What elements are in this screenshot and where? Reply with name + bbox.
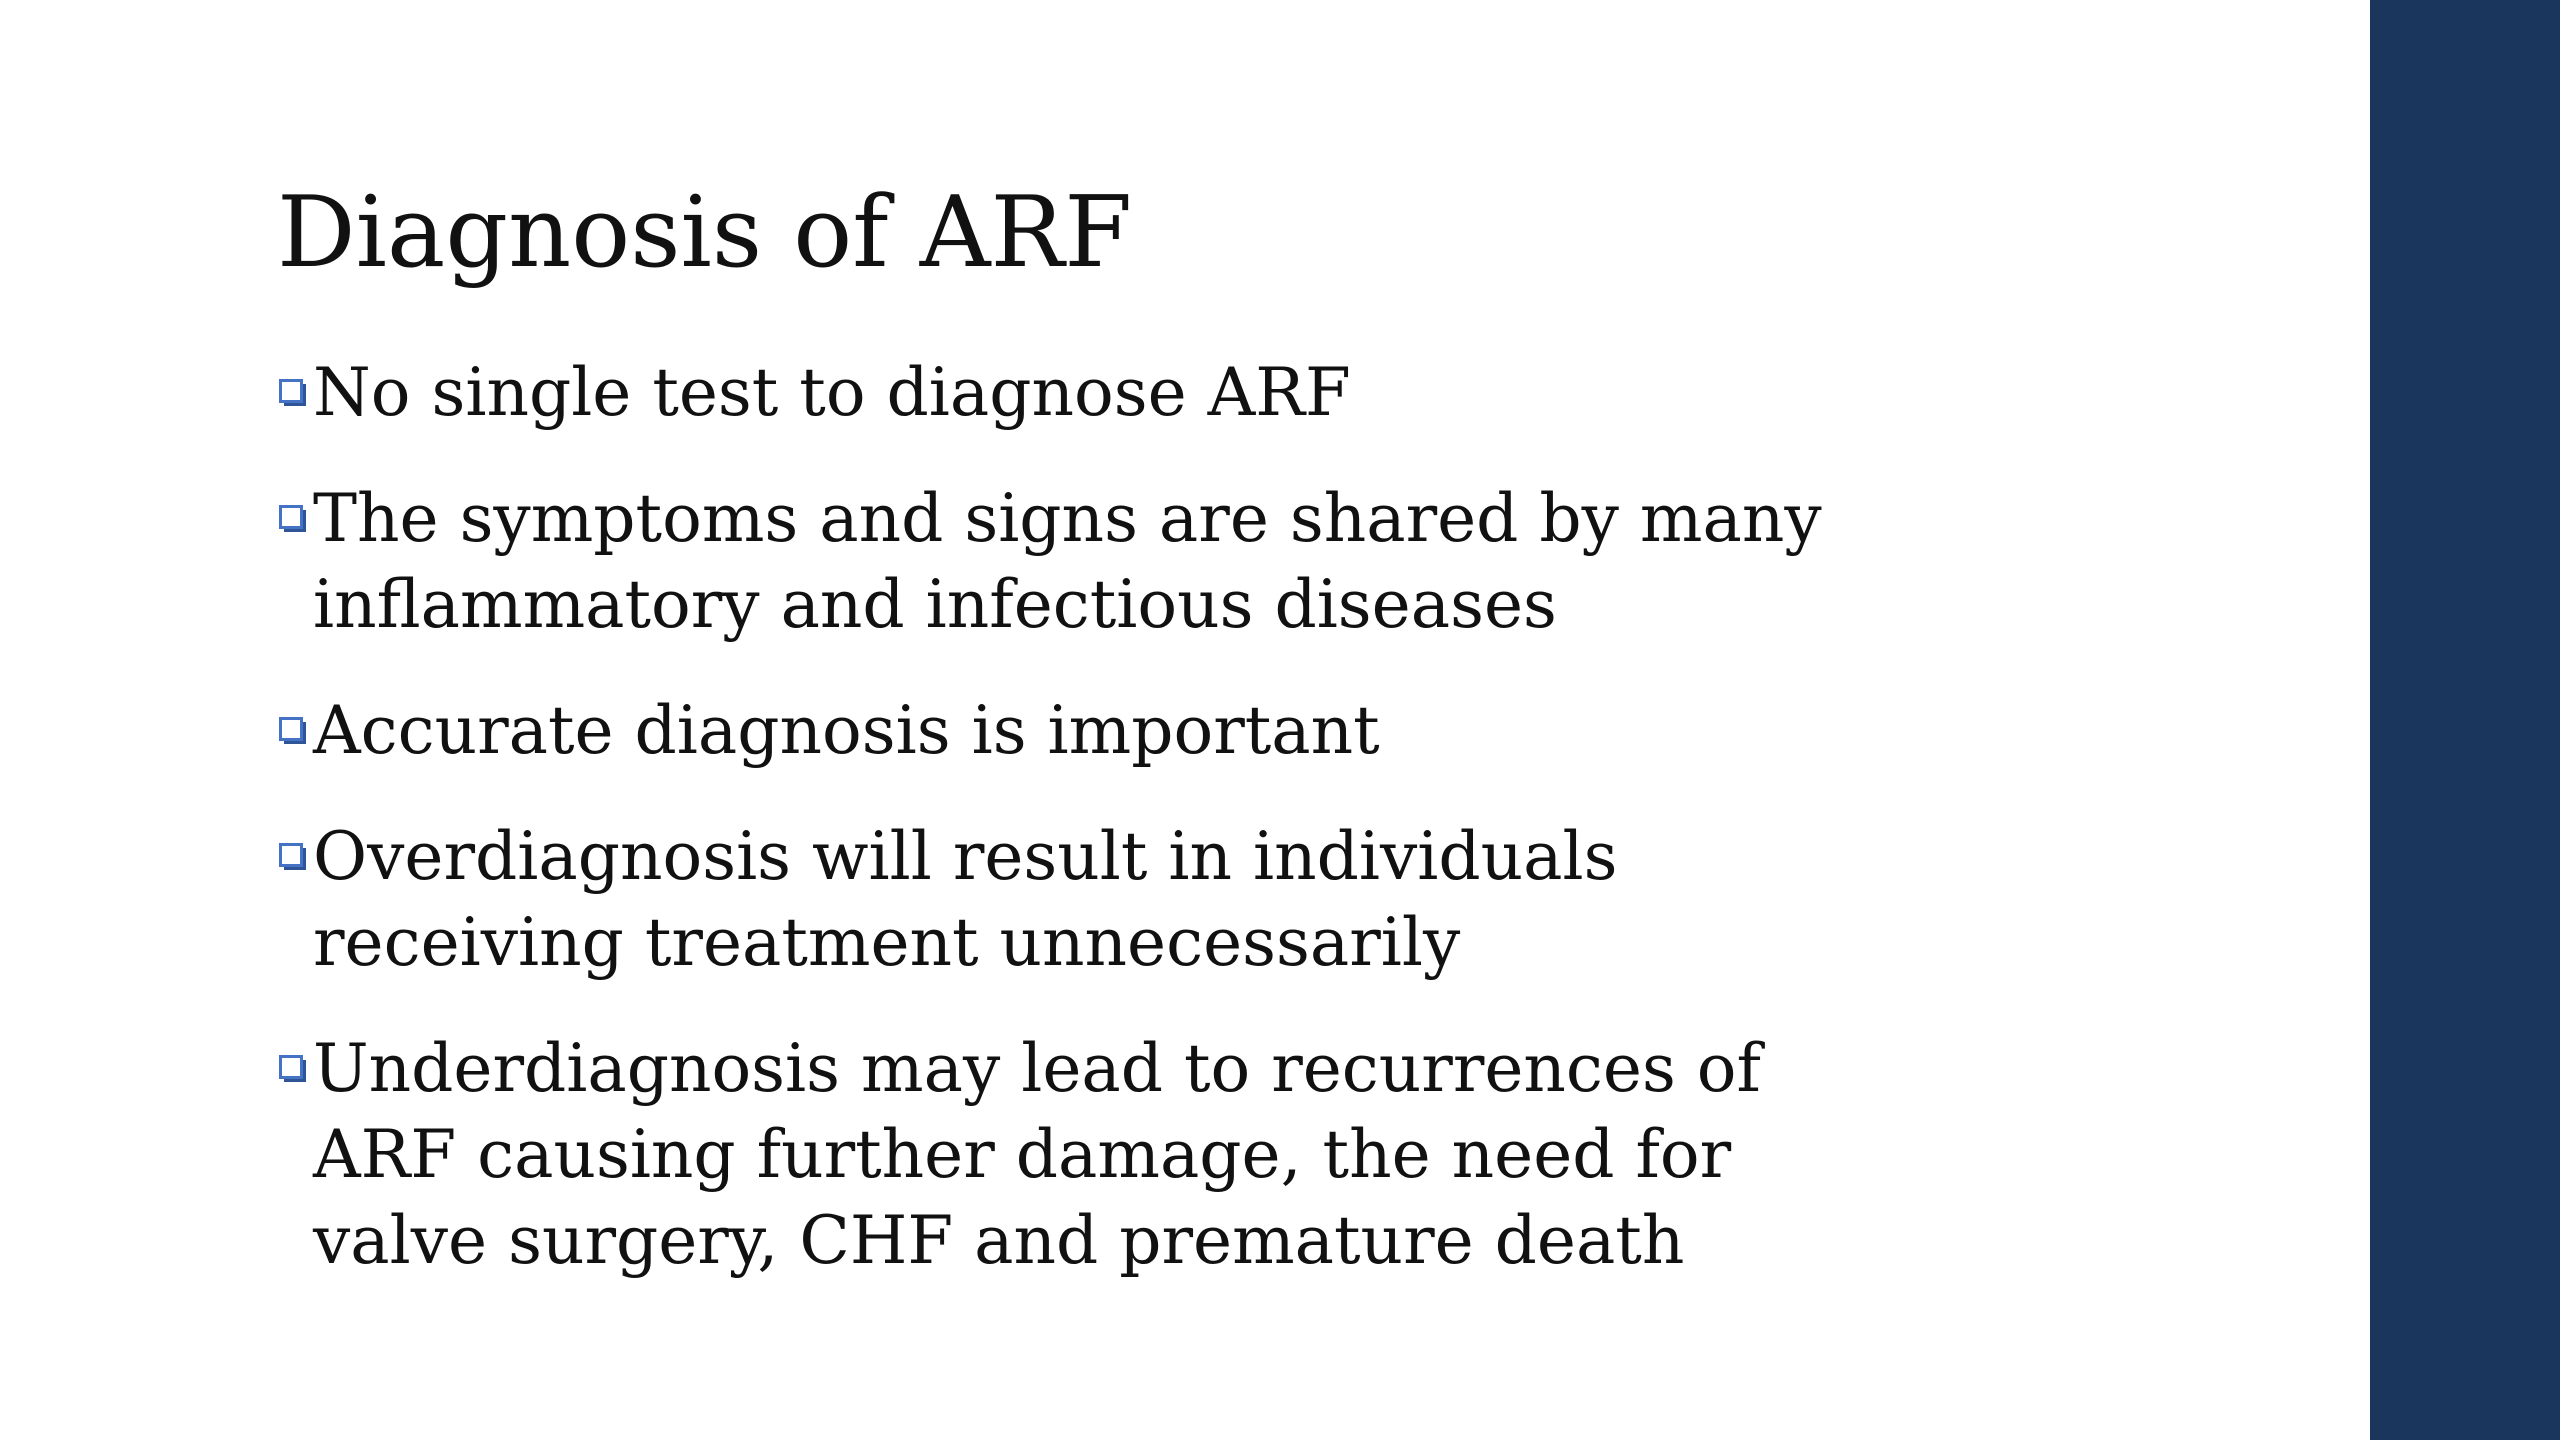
bullet-text: No single test to diagnose ARF xyxy=(313,354,1351,431)
hollow-square-bullet-icon xyxy=(279,505,307,533)
bullet-text: Accurate diagnosis is important xyxy=(313,692,1380,769)
bullet-item xyxy=(277,814,1897,986)
bullet-text: Underdiagnosis may lead to recurrences of ARF causing further damage, the need for valve surgery, CHF and premature death xyxy=(313,1030,1761,1279)
bullet-item xyxy=(277,476,1897,648)
bullet-list xyxy=(277,350,1897,1324)
hollow-square-bullet-icon xyxy=(279,1055,307,1083)
hollow-square-bullet-icon xyxy=(279,843,307,871)
bullet-item xyxy=(277,1026,1897,1284)
bullet-text: Overdiagnosis will result in individuals receiving treatment unnecessarily xyxy=(313,818,1618,981)
hollow-square-bullet-icon xyxy=(279,717,307,745)
bullet-item xyxy=(277,350,1897,436)
slide-title: Diagnosis of ARF xyxy=(277,176,1133,290)
side-accent-band xyxy=(2370,0,2560,1440)
bullet-text: The symptoms and signs are shared by many inflammatory and infectious diseases xyxy=(313,480,1822,643)
bullet-item xyxy=(277,688,1897,774)
hollow-square-bullet-icon xyxy=(279,379,307,407)
